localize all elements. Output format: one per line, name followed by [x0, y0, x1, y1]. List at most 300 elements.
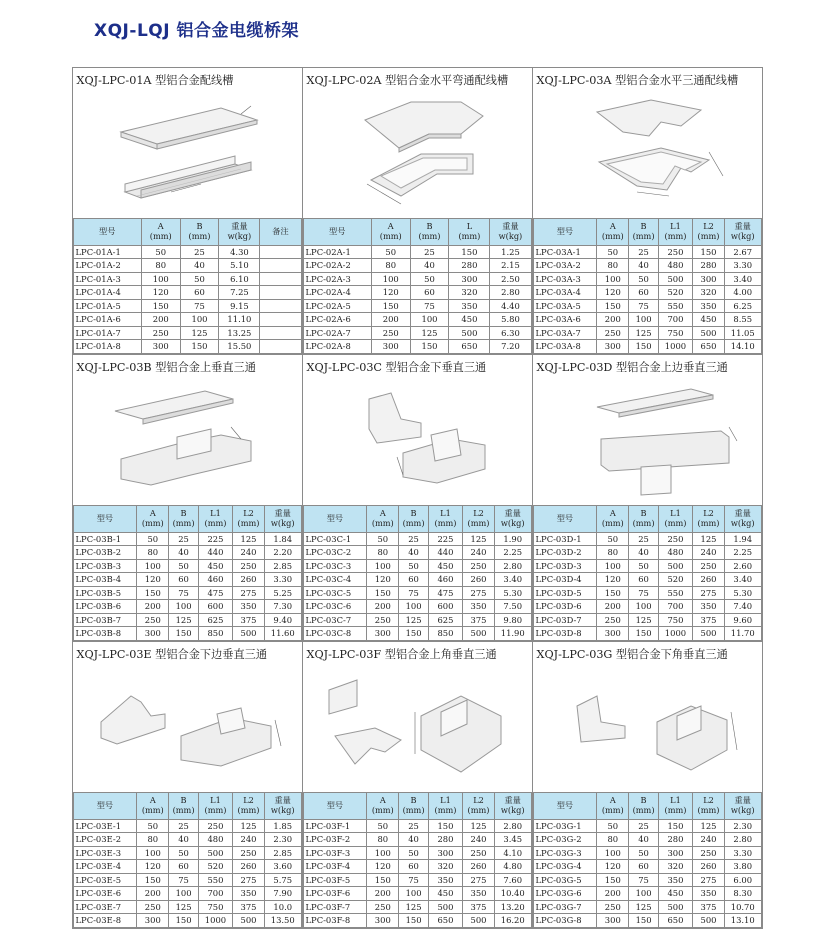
header-cell — [597, 505, 629, 532]
table-row — [533, 887, 761, 901]
header-label: 重量 w(kg) — [227, 221, 252, 241]
table-row — [303, 326, 531, 340]
value-cell: 2.30 — [264, 833, 301, 847]
value-cell: 300 — [597, 340, 629, 354]
header-cell — [198, 792, 232, 819]
value-cell: 2.85 — [264, 846, 301, 860]
value-cell: 2.80 — [494, 559, 531, 573]
product-panel — [532, 641, 763, 929]
table-header-row — [533, 505, 761, 532]
model-cell: LPC-03E-3 — [73, 846, 137, 860]
value-cell: 125 — [180, 326, 219, 340]
value-cell: 100 — [629, 313, 659, 327]
value-cell: 120 — [137, 860, 169, 874]
value-cell: 3.60 — [264, 860, 301, 874]
model-cell: LPC-03D-6 — [533, 600, 597, 614]
spec-table — [303, 505, 532, 641]
value-cell: 9.60 — [724, 613, 761, 627]
value-cell: 275 — [233, 873, 265, 887]
header-cell: 备注 — [260, 218, 301, 245]
header-label: B (mm) — [632, 221, 655, 241]
model-cell: LPC-03B-4 — [73, 573, 137, 587]
value-cell: 100 — [137, 846, 169, 860]
table-header-row — [303, 505, 531, 532]
value-cell: 40 — [629, 259, 659, 273]
value-cell: 2.60 — [724, 559, 761, 573]
value-cell: 850 — [428, 627, 462, 641]
header-label: L1 (mm) — [664, 221, 687, 241]
value-cell: 25 — [180, 245, 219, 259]
header-cell — [367, 792, 399, 819]
table-row — [533, 914, 761, 928]
header-cell — [494, 792, 531, 819]
header-cell — [399, 505, 429, 532]
value-cell: 7.30 — [264, 600, 301, 614]
model-cell: LPC-03G-5 — [533, 873, 597, 887]
edge-up-tee-icon — [541, 379, 755, 497]
value-cell: 350 — [233, 600, 265, 614]
value-cell: 500 — [233, 627, 265, 641]
table-row — [303, 873, 531, 887]
value-cell: 375 — [463, 613, 495, 627]
model-cell: LPC-03E-7 — [73, 900, 137, 914]
panel-title: XQJ-LPC-03C 型铝合金下垂直三通 — [306, 360, 487, 374]
model-cell: LPC-03F-3 — [303, 846, 367, 860]
value-cell: 125 — [629, 326, 659, 340]
value-cell — [260, 299, 301, 313]
vertical-up-tee-icon — [81, 379, 295, 497]
value-cell: 100 — [180, 313, 219, 327]
header-cell — [490, 218, 531, 245]
value-cell: 260 — [463, 860, 495, 874]
header-cell — [264, 792, 301, 819]
value-cell: 300 — [141, 340, 180, 354]
value-cell: 2.80 — [490, 286, 531, 300]
value-cell: 8.55 — [724, 313, 761, 327]
table-row — [303, 914, 531, 928]
value-cell: 500 — [658, 900, 692, 914]
value-cell: 7.40 — [724, 600, 761, 614]
value-cell: 300 — [428, 846, 462, 860]
header-cell: 型号 — [533, 792, 597, 819]
model-cell: LPC-03B-6 — [73, 600, 137, 614]
value-cell: 200 — [597, 313, 629, 327]
value-cell: 100 — [597, 272, 629, 286]
header-label: L1 (mm) — [434, 508, 457, 528]
value-cell: 375 — [233, 900, 265, 914]
value-cell — [260, 245, 301, 259]
header-label: L1 (mm) — [434, 795, 457, 815]
value-cell: 120 — [597, 860, 629, 874]
model-cell: LPC-01A-2 — [73, 259, 141, 273]
value-cell: 50 — [399, 846, 429, 860]
value-cell: 275 — [463, 873, 495, 887]
header-label: B (mm) — [632, 795, 655, 815]
value-cell: 240 — [463, 546, 495, 560]
model-cell: LPC-01A-1 — [73, 245, 141, 259]
value-cell: 40 — [410, 259, 449, 273]
table-row — [533, 559, 761, 573]
model-cell: LPC-03C-2 — [303, 546, 367, 560]
header-label: B (mm) — [188, 221, 211, 241]
value-cell: 4.40 — [490, 299, 531, 313]
value-cell: 4.80 — [494, 860, 531, 874]
spec-table — [73, 505, 302, 641]
value-cell: 500 — [463, 627, 495, 641]
value-cell: 9.40 — [264, 613, 301, 627]
table-body — [73, 819, 301, 927]
value-cell: 40 — [169, 833, 199, 847]
model-cell: LPC-03D-4 — [533, 573, 597, 587]
value-cell: 75 — [399, 586, 429, 600]
model-cell: LPC-03F-2 — [303, 833, 367, 847]
value-cell: 75 — [629, 299, 659, 313]
value-cell: 2.25 — [494, 546, 531, 560]
model-cell: LPC-03D-8 — [533, 627, 597, 641]
model-cell: LPC-03G-6 — [533, 887, 597, 901]
value-cell: 750 — [658, 326, 692, 340]
table-row — [73, 613, 301, 627]
value-cell: 275 — [463, 586, 495, 600]
value-cell: 550 — [198, 873, 232, 887]
table-row — [533, 573, 761, 587]
value-cell: 520 — [658, 286, 692, 300]
value-cell: 125 — [169, 900, 199, 914]
value-cell: 6.25 — [724, 299, 761, 313]
value-cell: 100 — [367, 846, 399, 860]
header-label: 重量 w(kg) — [270, 795, 295, 815]
table-row — [533, 286, 761, 300]
header-label: B (mm) — [172, 795, 195, 815]
value-cell: 40 — [629, 833, 659, 847]
value-cell: 520 — [198, 860, 232, 874]
header-cell — [597, 792, 629, 819]
value-cell: 250 — [367, 900, 399, 914]
table-row — [533, 340, 761, 354]
table-row — [73, 586, 301, 600]
table-row — [73, 286, 301, 300]
value-cell: 480 — [658, 546, 692, 560]
table-body — [533, 532, 761, 640]
header-cell — [463, 792, 495, 819]
value-cell: 40 — [169, 546, 199, 560]
model-cell: LPC-03G-7 — [533, 900, 597, 914]
table-body — [303, 245, 531, 353]
value-cell: 2.20 — [264, 546, 301, 560]
spec-table — [533, 218, 762, 354]
value-cell: 320 — [428, 860, 462, 874]
value-cell: 40 — [629, 546, 659, 560]
product-panel — [302, 67, 533, 355]
model-cell: LPC-02A-4 — [303, 286, 371, 300]
table-header-row — [533, 792, 761, 819]
panel-title: XQJ-LPC-03A 型铝合金水平三通配线槽 — [536, 73, 739, 87]
model-cell: LPC-03F-7 — [303, 900, 367, 914]
value-cell: 80 — [367, 833, 399, 847]
value-cell: 480 — [658, 259, 692, 273]
value-cell: 40 — [399, 546, 429, 560]
value-cell: 4.10 — [494, 846, 531, 860]
value-cell: 500 — [428, 900, 462, 914]
value-cell: 5.75 — [264, 873, 301, 887]
value-cell: 3.40 — [724, 272, 761, 286]
value-cell: 80 — [137, 833, 169, 847]
value-cell: 2.67 — [724, 245, 761, 259]
product-grid — [72, 67, 762, 928]
header-cell — [233, 505, 265, 532]
header-cell: 型号 — [533, 218, 597, 245]
value-cell: 100 — [169, 887, 199, 901]
model-cell: LPC-03C-5 — [303, 586, 367, 600]
table-row — [303, 819, 531, 833]
model-cell: LPC-03G-2 — [533, 833, 597, 847]
value-cell: 3.30 — [724, 846, 761, 860]
value-cell: 50 — [629, 559, 659, 573]
value-cell: 300 — [367, 914, 399, 928]
value-cell: 150 — [410, 340, 449, 354]
value-cell: 25 — [399, 819, 429, 833]
table-row — [533, 600, 761, 614]
value-cell: 60 — [629, 860, 659, 874]
spec-table — [533, 792, 762, 928]
value-cell: 3.40 — [724, 573, 761, 587]
table-row — [303, 272, 531, 286]
value-cell: 475 — [198, 586, 232, 600]
value-cell: 650 — [658, 914, 692, 928]
value-cell: 150 — [367, 586, 399, 600]
value-cell: 25 — [169, 532, 199, 546]
model-cell: LPC-03G-1 — [533, 819, 597, 833]
value-cell: 1.94 — [724, 532, 761, 546]
value-cell: 100 — [597, 846, 629, 860]
value-cell: 50 — [597, 245, 629, 259]
model-cell: LPC-03A-5 — [533, 299, 597, 313]
value-cell: 1.25 — [490, 245, 531, 259]
model-cell: LPC-01A-5 — [73, 299, 141, 313]
value-cell: 50 — [169, 559, 199, 573]
value-cell: 50 — [137, 532, 169, 546]
value-cell: 150 — [141, 299, 180, 313]
model-cell: LPC-03D-7 — [533, 613, 597, 627]
header-cell — [463, 505, 495, 532]
value-cell: 5.30 — [494, 586, 531, 600]
table-row — [73, 326, 301, 340]
value-cell: 200 — [137, 600, 169, 614]
table-row — [73, 819, 301, 833]
value-cell: 440 — [428, 546, 462, 560]
header-cell — [264, 505, 301, 532]
value-cell: 50 — [410, 272, 449, 286]
value-cell: 50 — [141, 245, 180, 259]
value-cell: 750 — [198, 900, 232, 914]
model-cell: LPC-01A-8 — [73, 340, 141, 354]
header-label: L2 (mm) — [697, 508, 720, 528]
table-row — [303, 546, 531, 560]
value-cell: 350 — [463, 600, 495, 614]
value-cell: 2.85 — [264, 559, 301, 573]
header-cell — [629, 218, 659, 245]
model-cell: LPC-03E-5 — [73, 873, 137, 887]
header-cell — [693, 505, 725, 532]
value-cell: 500 — [463, 914, 495, 928]
value-cell: 125 — [233, 532, 265, 546]
value-cell: 6.00 — [724, 873, 761, 887]
value-cell: 60 — [410, 286, 449, 300]
value-cell: 350 — [463, 887, 495, 901]
header-cell — [629, 792, 659, 819]
horizontal-elbow-icon — [311, 92, 525, 210]
header-label: L1 (mm) — [204, 508, 227, 528]
model-cell: LPC-02A-8 — [303, 340, 371, 354]
value-cell: 16.20 — [494, 914, 531, 928]
header-cell — [629, 505, 659, 532]
header-cell — [367, 505, 399, 532]
value-cell: 450 — [198, 559, 232, 573]
table-row — [73, 627, 301, 641]
value-cell: 10.40 — [494, 887, 531, 901]
value-cell: 2.25 — [724, 546, 761, 560]
value-cell: 1.90 — [494, 532, 531, 546]
spec-table — [533, 505, 762, 641]
value-cell: 275 — [693, 873, 725, 887]
value-cell: 25 — [629, 245, 659, 259]
table-row — [73, 546, 301, 560]
table-row — [303, 313, 531, 327]
value-cell: 150 — [597, 299, 629, 313]
product-panel — [302, 354, 533, 642]
model-cell: LPC-03A-8 — [533, 340, 597, 354]
table-row — [533, 846, 761, 860]
value-cell: 75 — [629, 586, 659, 600]
table-row — [533, 326, 761, 340]
value-cell: 150 — [169, 914, 199, 928]
table-row — [73, 313, 301, 327]
table-row — [73, 272, 301, 286]
table-row — [73, 259, 301, 273]
model-cell: LPC-02A-6 — [303, 313, 371, 327]
value-cell: 80 — [367, 546, 399, 560]
table-row — [533, 860, 761, 874]
value-cell: 80 — [141, 259, 180, 273]
value-cell — [260, 326, 301, 340]
header-cell: 型号 — [533, 505, 597, 532]
value-cell: 550 — [658, 586, 692, 600]
header-label: L2 (mm) — [697, 795, 720, 815]
value-cell: 250 — [367, 613, 399, 627]
value-cell: 75 — [410, 299, 449, 313]
value-cell: 650 — [449, 340, 490, 354]
value-cell: 7.25 — [219, 286, 260, 300]
header-cell — [169, 792, 199, 819]
table-row — [303, 299, 531, 313]
value-cell: 120 — [141, 286, 180, 300]
value-cell: 500 — [693, 326, 725, 340]
value-cell: 350 — [693, 299, 725, 313]
model-cell: LPC-03A-1 — [533, 245, 597, 259]
value-cell: 125 — [169, 613, 199, 627]
model-cell: LPC-03A-2 — [533, 259, 597, 273]
value-cell: 100 — [410, 313, 449, 327]
value-cell: 225 — [198, 532, 232, 546]
table-row — [303, 286, 531, 300]
table-body — [533, 245, 761, 353]
model-cell: LPC-03C-1 — [303, 532, 367, 546]
table-row — [303, 532, 531, 546]
horizontal-tee-icon — [541, 92, 755, 210]
value-cell: 260 — [693, 573, 725, 587]
table-row — [303, 586, 531, 600]
header-label: L2 (mm) — [467, 795, 490, 815]
value-cell: 150 — [658, 819, 692, 833]
value-cell: 260 — [233, 573, 265, 587]
value-cell: 80 — [597, 833, 629, 847]
table-header-row — [303, 218, 531, 245]
table-body — [533, 819, 761, 927]
header-cell — [428, 505, 462, 532]
product-panel — [532, 354, 763, 642]
header-cell — [693, 218, 725, 245]
table-row — [533, 627, 761, 641]
model-cell: LPC-02A-7 — [303, 326, 371, 340]
value-cell: 100 — [137, 559, 169, 573]
value-cell: 450 — [449, 313, 490, 327]
spec-table — [73, 792, 302, 928]
value-cell: 375 — [693, 900, 725, 914]
table-row — [303, 833, 531, 847]
header-label: L (mm) — [458, 221, 481, 241]
model-cell: LPC-03G-4 — [533, 860, 597, 874]
header-label: L1 (mm) — [664, 508, 687, 528]
value-cell: 200 — [371, 313, 410, 327]
value-cell: 15.50 — [219, 340, 260, 354]
value-cell: 125 — [629, 900, 659, 914]
header-cell — [141, 218, 180, 245]
value-cell: 460 — [198, 573, 232, 587]
value-cell: 300 — [449, 272, 490, 286]
value-cell: 300 — [658, 846, 692, 860]
table-row — [73, 340, 301, 354]
value-cell: 8.30 — [724, 887, 761, 901]
value-cell: 275 — [693, 586, 725, 600]
value-cell: 5.25 — [264, 586, 301, 600]
panel-title: XQJ-LPC-03B 型铝合金上垂直三通 — [76, 360, 256, 374]
value-cell: 80 — [371, 259, 410, 273]
spec-table — [73, 218, 302, 354]
value-cell: 300 — [137, 914, 169, 928]
value-cell: 11.10 — [219, 313, 260, 327]
header-label: A (mm) — [601, 221, 624, 241]
table-row — [73, 600, 301, 614]
value-cell: 120 — [597, 286, 629, 300]
value-cell — [260, 286, 301, 300]
model-cell: LPC-03B-8 — [73, 627, 137, 641]
value-cell: 250 — [141, 326, 180, 340]
value-cell: 500 — [233, 914, 265, 928]
value-cell: 700 — [198, 887, 232, 901]
value-cell: 50 — [629, 272, 659, 286]
header-label: 重量 w(kg) — [270, 508, 295, 528]
value-cell: 75 — [399, 873, 429, 887]
value-cell: 6.30 — [490, 326, 531, 340]
table-row — [73, 532, 301, 546]
value-cell: 200 — [597, 887, 629, 901]
value-cell: 250 — [597, 326, 629, 340]
value-cell: 50 — [629, 846, 659, 860]
value-cell: 150 — [629, 340, 659, 354]
value-cell: 150 — [693, 245, 725, 259]
header-cell: 型号 — [73, 218, 141, 245]
header-cell — [494, 505, 531, 532]
